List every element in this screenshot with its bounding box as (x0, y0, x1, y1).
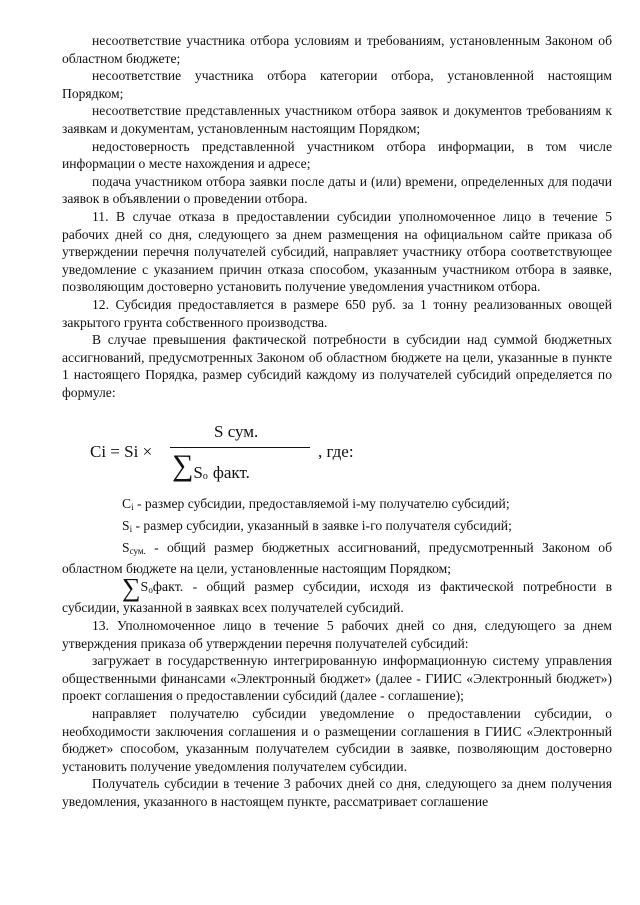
paragraph: направляет получателю субсидии уведомление о предоставлении субсидии, о необходимости заключения соглашения и о размещении соглашения в ГИИС «Электронный бюджет» способом, указанным получателем субсидии в заявке, позволяющим достоверно установить получение уведомления получателем субсидии. (62, 706, 612, 774)
symbol-sum (92, 572, 184, 602)
formula-tail: , где: (318, 442, 354, 462)
den-tail: факт. (212, 462, 250, 482)
sigma-symbol: ∑ (122, 572, 141, 602)
document-page (62, 32, 612, 811)
symbol-si (92, 517, 132, 539)
symbol-letter: S (140, 579, 149, 595)
symbol-letter: S (122, 518, 130, 534)
definition-sum (62, 572, 612, 617)
symbol-subscript: i (131, 502, 134, 513)
definition-text: - общий размер бюджетных ассигнований, предусмотренный Законом об областном бюджете на цели, установленные настоящим Порядком; (62, 539, 612, 577)
fraction-bar (170, 447, 310, 448)
definition-text: - размер субсидии, предоставляемой i-му получателю субсидий; (133, 496, 510, 512)
paragraph-item-12: 12. Субсидия предоставляется в размере 650 руб. за 1 тонну реализованных овощей закрытого грунта собственного производства. (62, 296, 612, 330)
paragraph: недостоверность представленной участником отбора информации, в том числе информации о месте нахождения и адресе; (62, 138, 612, 172)
definition-ci (62, 495, 612, 517)
symbol-subscript: i (129, 524, 133, 535)
symbol-subscript: сум. (129, 545, 146, 556)
definition-ssum (62, 539, 612, 578)
paragraph: В случае превышения фактической потребности в субсидии над суммой бюджетных ассигнований, предусмотренных Законом об областном бюджете на цели, указанные в пункте 1 настоящего Порядка, размер субсидий каждому из получателей субсидий определяется по формуле: (62, 332, 612, 400)
sigma-symbol: ∑ (172, 449, 194, 483)
paragraph: несоответствие участника отбора категории отбора, установленной настоящим Порядком; (62, 68, 612, 101)
symbol-tail: факт. (152, 579, 184, 595)
symbol-ssum (92, 539, 146, 561)
formula-numerator: S сум. (214, 422, 259, 442)
symbol-subscript: o (148, 584, 153, 595)
den-s: S (193, 462, 203, 482)
paragraph-item-13: 13. Уполномоченное лицо в течение 5 рабочих дней со дня, следующего за днем утверждения приказа об утверждении перечня получателей субсидий: (62, 618, 612, 651)
symbol-letter: C (122, 496, 132, 512)
symbol-letter: S (122, 539, 130, 555)
paragraph: несоответствие представленных участником отбора заявок и документов требованиям к заявкам и документам, установленным настоящим Порядком; (62, 103, 612, 136)
formula-lhs: Ci = Si × (90, 442, 153, 462)
paragraph: загружает в государственную интегрированную информационную систему управления общественными финансами «Электронный бюджет» (далее - ГИИС «Электронный бюджет») проект соглашения о предоставлении субсидий (далее - соглашение); (62, 653, 612, 704)
paragraph: Получатель субсидии в течение 3 рабочих дней со дня, следующего за днем получения уведомления, указанного в настоящем пункте, рассматривает соглашение (62, 776, 612, 809)
definition-text: - общий размер субсидии, исходя из фактической потребности в субсидии, указанной в заявках всех получателей субсидий. (62, 578, 612, 616)
paragraph: несоответствие участника отбора условиям и требованиям, установленным Законом об областном бюджете; (62, 33, 612, 66)
paragraph: подача участником отбора заявки после даты и (или) времени, определенных для подачи заявок в объявлении о проведении отбора. (62, 173, 612, 207)
definition-text: - размер субсидии, указанный в заявке i-го получателя субсидий; (132, 518, 512, 534)
definition-si (62, 517, 612, 539)
paragraph-item-11: 11. В случае отказа в предоставлении субсидии уполномоченное лицо в течение 5 рабочих дней со дня, следующего за днем размещения на официальном сайте приказа об утверждении перечня получателей субсидий, направляет участнику отбора соответствующее уведомление с указанием причин отказа способом, указанным участником отбора в заявке, позволяющим достоверно установить получение уведомления участником отбора. (62, 208, 612, 295)
formula-denominator (172, 451, 250, 481)
subsidy-formula (90, 423, 612, 485)
den-subscript: о (202, 470, 208, 482)
symbol-ci (92, 495, 134, 517)
